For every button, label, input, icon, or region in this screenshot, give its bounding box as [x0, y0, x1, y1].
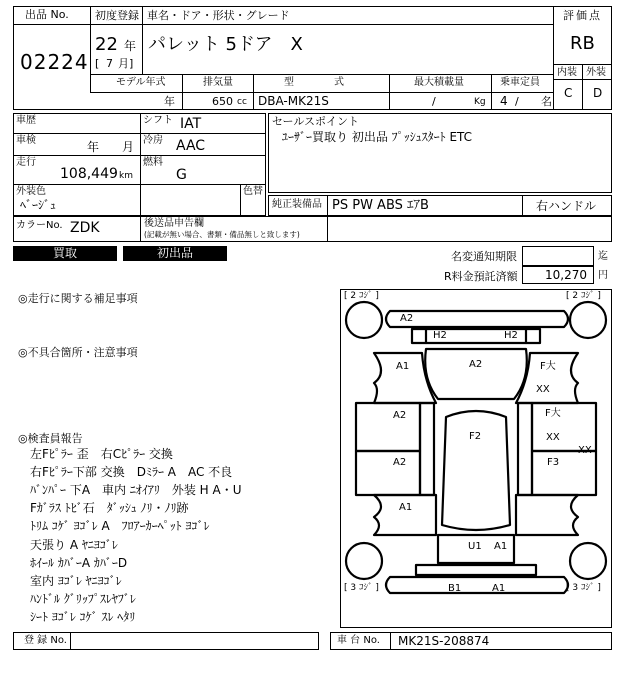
mileage: 108,449	[60, 166, 118, 182]
color-no-label: カラーNo.	[16, 220, 63, 231]
mark-right-front-fender-xx: XX	[536, 384, 550, 395]
notice-label: 名変通知期限	[451, 250, 517, 263]
docs-note: (記載が無い場合、書類・備品無しと致します)	[144, 230, 300, 239]
inspector-line: ﾊﾝﾄﾞﾙ ｸﾞﾘｯﾌﾟｽﾚﾔﾌﾞﾚ	[30, 592, 136, 606]
displacement: 650	[212, 95, 233, 108]
first-reg-month: 7	[106, 57, 113, 70]
fuel-label: 燃料	[143, 157, 163, 168]
defects-notes-title: ◎不具合箇所・注意事項	[18, 346, 138, 359]
divider	[90, 92, 553, 93]
divider	[90, 24, 553, 25]
mark-front-bumper: A2	[400, 313, 414, 324]
inspector-report-title: ◎検査員報告	[18, 432, 83, 445]
history-label: 車歴	[16, 115, 36, 126]
mark-right-front-door: F大	[545, 408, 561, 419]
docs-label: 後送品申告欄	[144, 218, 204, 229]
ext-color: ﾍﾞｰｼﾞｭ	[20, 198, 57, 212]
notice-box	[522, 246, 594, 266]
shaken-year-unit: 年	[87, 140, 100, 154]
shift-value: IAT	[180, 116, 202, 132]
score-label: 評価点	[563, 9, 602, 22]
divider	[13, 155, 266, 156]
divider	[327, 216, 328, 242]
mark-tailgate-a1: A1	[494, 541, 508, 552]
inspector-line: 左Fﾋﾟﾗｰ 歪 右Cﾋﾟﾗｰ 交換	[30, 447, 173, 461]
max-load-unit: Kg	[474, 97, 486, 107]
shift-label: シフト	[143, 115, 173, 126]
car-name: パレット 5ドア X	[148, 34, 303, 55]
chassis-label: 車 台 No.	[337, 635, 380, 646]
chassis-number: MK21S-208874	[398, 634, 490, 648]
first-listing-badge: 初出品	[123, 246, 227, 261]
lot-label: 出品 No.	[25, 8, 69, 21]
displacement-label: 排気量	[203, 77, 233, 88]
exterior-label: 外装	[586, 67, 606, 78]
divider	[182, 74, 183, 110]
color-no: ZDK	[70, 220, 100, 236]
interior-label: 内装	[557, 67, 577, 78]
mark-tailgate-u1: U1	[468, 541, 482, 552]
divider	[90, 6, 91, 92]
divider	[13, 133, 266, 134]
divider	[253, 74, 254, 110]
first-reg-label: 初度登録	[95, 9, 139, 22]
inspector-line: 天張り A ﾔﾆﾖｺﾞﾚ	[30, 538, 118, 552]
handle-side: 右ハンドル	[536, 199, 597, 213]
first-reg-year: 22	[95, 34, 118, 55]
sales-point-label: セールスポイント	[272, 115, 360, 128]
displacement-unit: cc	[237, 97, 247, 107]
max-load-label: 最大積載量	[414, 77, 464, 88]
mark-left-rear-door: A2	[393, 457, 407, 468]
max-load-value: /	[432, 95, 436, 108]
inspector-line: ﾊﾞﾝﾊﾟｰ 下A 車内 ﾆｵｲｱﾘ 外装 H A・U	[30, 483, 242, 497]
mark-left-front-fender: A1	[396, 361, 410, 372]
corner-label-bottom-right: [ 3 ｺｼﾞ ]	[566, 583, 601, 593]
mark-right-front-door-xx: XX	[546, 432, 560, 443]
mark-left-rear-fender: A1	[399, 502, 413, 513]
first-reg-year-unit: 年	[124, 39, 137, 53]
divider	[70, 632, 71, 650]
inspector-line: Fｶﾞﾗｽ ﾄﾋﾞ石 ﾀﾞｯｼｭ ﾉﾘ・ﾉﾘ跡	[30, 501, 189, 515]
ext-color-label: 外装色	[16, 186, 46, 197]
divider	[390, 632, 391, 650]
divider	[13, 24, 90, 25]
mark-headlight-left: H2	[433, 330, 447, 341]
divider	[522, 195, 523, 216]
divider	[553, 79, 612, 80]
divider	[553, 6, 554, 110]
mark-rear-bumper-a1: A1	[492, 583, 506, 594]
model-year-label: モデル年式	[116, 77, 166, 88]
type-label: 型 式	[284, 77, 344, 88]
overall-score: RB	[570, 33, 595, 54]
first-reg-month-close: 月]	[118, 57, 134, 70]
corner-label-top-right: [ 2 ｺｼﾞ ]	[566, 291, 601, 301]
interior-score: C	[564, 86, 573, 100]
car-outline-diagram	[340, 289, 612, 628]
model-type: DBA-MK21S	[258, 94, 329, 108]
mark-left-front-door: A2	[393, 410, 407, 421]
divider	[327, 195, 328, 216]
divider	[491, 74, 492, 110]
capacity-unit: 名	[541, 95, 552, 108]
driving-notes-title: ◎走行に関する補足事項	[18, 292, 138, 305]
mark-right-rear-door: F3	[547, 457, 560, 468]
mark-right-front-fender: F大	[540, 361, 556, 372]
capacity-label: 乗車定員	[500, 77, 540, 88]
divider	[90, 74, 553, 75]
ac-value: AAC	[176, 138, 206, 154]
corner-label-top-left: [ 2 ｺｼﾞ ]	[344, 291, 379, 301]
divider	[240, 184, 241, 216]
repaint-label: 色替	[243, 186, 263, 197]
mark-hood: A2	[469, 359, 483, 370]
shaken-label: 車検	[16, 135, 36, 146]
first-reg-month-open: [	[95, 57, 100, 70]
capacity-value: 4	[500, 94, 508, 108]
capacity-sep: /	[515, 95, 519, 108]
equipment: PS PW ABS ｴｱB	[332, 198, 429, 213]
notice-unit: 迄	[598, 251, 608, 262]
recycle-unit: 円	[598, 270, 608, 281]
purchase-badge: 買取	[13, 246, 117, 261]
divider	[140, 216, 141, 242]
mileage-unit: km	[119, 171, 133, 181]
inspector-line: 右Fﾋﾟﾗｰ下部 交換 Dﾐﾗｰ A AC 不良	[30, 465, 233, 479]
recycle-label: R料金預託済額	[444, 270, 518, 283]
model-year-unit: 年	[164, 95, 175, 108]
recycle-value: 10,270	[545, 268, 587, 282]
mark-rear-bumper-b1: B1	[448, 583, 462, 594]
mark-right-side-xx: XX	[578, 445, 592, 456]
mileage-label: 走行	[16, 157, 36, 168]
inspector-line: 室内 ﾖｺﾞﾚ ﾔﾆﾖｺﾞﾚ	[30, 574, 122, 588]
lot-number: 02224	[20, 50, 89, 74]
ac-label: 冷房	[143, 135, 163, 146]
sales-point: ﾕｰｻﾞｰ買取り 初出品 ﾌﾟｯｼｭｽﾀｰﾄ ETC	[282, 130, 473, 144]
corner-label-bottom-left: [ 3 ｺｼﾞ ]	[344, 583, 379, 593]
shaken-month-unit: 月	[122, 140, 135, 154]
fuel-value: G	[176, 167, 187, 183]
car-name-label: 車名・ドア・形状・グレード	[147, 9, 290, 22]
divider	[582, 64, 583, 110]
mark-headlight-right: H2	[504, 330, 518, 341]
inspector-line: ｼｰﾄ ﾖｺﾞﾚ ｺｹﾞ ｽﾚ ﾍﾀﾘ	[30, 610, 136, 624]
mark-roof: F2	[469, 431, 482, 442]
equipment-label: 純正装備品	[272, 199, 322, 210]
divider	[389, 74, 390, 110]
reg-no-label: 登 録 No.	[24, 635, 67, 646]
inspector-line: ﾄﾘﾑ ｺｹﾞ ﾖｺﾞﾚ A ﾌﾛｱｰｶｰﾍﾟｯﾄ ﾖｺﾞﾚ	[30, 519, 210, 533]
color-no-frame	[13, 216, 612, 242]
exterior-score: D	[593, 86, 603, 100]
inspector-line: ﾎｲｰﾙ ｶﾊﾞｰA ｶﾊﾞｰD	[30, 556, 128, 570]
divider	[142, 6, 143, 74]
